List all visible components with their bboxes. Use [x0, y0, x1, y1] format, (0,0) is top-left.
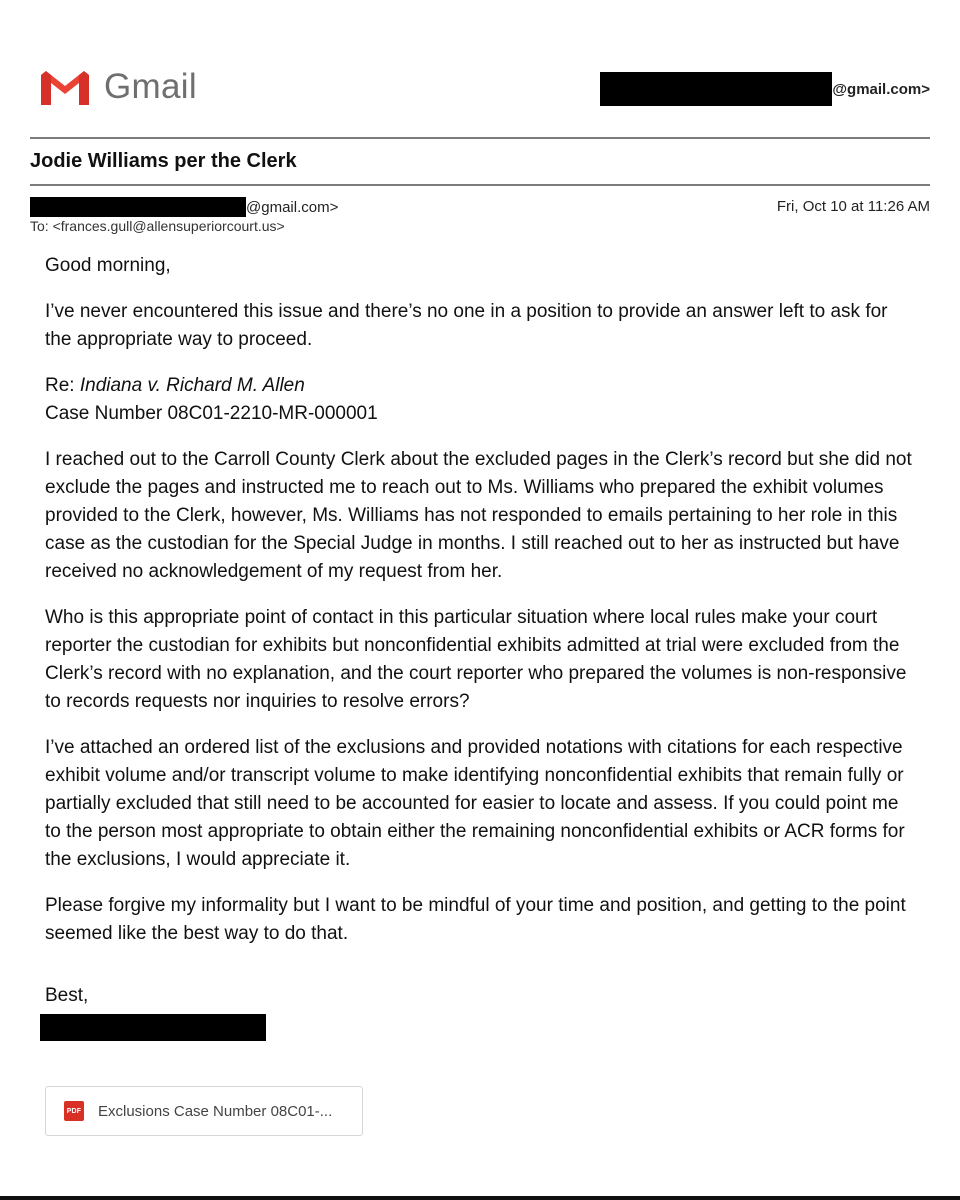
redacted-signature [40, 1014, 266, 1041]
redacted-sender-name [30, 197, 246, 217]
greeting: Good morning, [45, 255, 171, 276]
account-address [600, 72, 930, 106]
gmail-brand [38, 64, 197, 110]
paragraph-attachment: I’ve attached an ordered list of the exclusions and provided notations with citations for each respective exhibit volume and/or transcript volume to make identifying nonconfidential exhibits that remain fully or partially excluded that still need to be accounted for easier to locate and assess. If you could point me to the person most appropriate to obtain either the remaining nonconfidential exhibits or ACR forms for the exclusions, I would appreciate it. [45, 737, 905, 870]
sender-email-suffix: @gmail.com> [246, 198, 339, 216]
gmail-wordmark: Gmail [104, 67, 197, 106]
subject-divider [30, 184, 930, 186]
gmail-logo-icon [38, 67, 92, 107]
paragraph-intro: I’ve never encountered this issue and there’s no one in a position to provide an answer left to ask for the appropriate way to proceed. [45, 301, 888, 350]
pdf-attachment[interactable] [45, 1086, 363, 1136]
pdf-file-icon: PDF [64, 1101, 84, 1121]
header-divider [30, 137, 930, 139]
email-subject: Jodie Williams per the Clerk [30, 150, 297, 172]
signoff: Best, [45, 985, 89, 1006]
account-email-suffix: @gmail.com> [832, 80, 930, 98]
paragraph-clerk: I reached out to the Carroll County Clerk about the excluded pages in the Clerk’s record but she did not exclude the pages and instructed me to reach out to Ms. Williams who prepared the exhibit volumes provided to the Clerk, however, Ms. Williams has not responded to emails pertaining to her role in this case as the custodian for the Special Judge in months. I still reached out to her as instructed but have received no acknowledgement of my request from her. [45, 449, 912, 582]
redacted-account-name [600, 72, 832, 106]
sender-line [30, 197, 338, 217]
regarding-line [45, 372, 915, 400]
bottom-edge-line [0, 1196, 960, 1200]
paragraph-closing: Please forgive my informality but I want to be mindful of your time and position, and getting to the point seemed like the best way to do that. [45, 895, 906, 944]
case-number: Case Number 08C01-2210-MR-000001 [45, 403, 378, 424]
email-body [45, 252, 915, 1050]
recipient-line: To: <frances.gull@allensuperiorcourt.us> [30, 218, 285, 234]
regarding-label: Re: [45, 375, 80, 396]
paragraph-question: Who is this appropriate point of contact in this particular situation where local rules make your court reporter the custodian for exhibits but nonconfidential exhibits admitted at trial were excluded from the Clerk’s record with no explanation, and the court reporter who prepared the volumes is non-responsive to records requests nor inquiries to resolve errors? [45, 607, 907, 712]
case-title: Indiana v. Richard M. Allen [79, 375, 305, 396]
sent-date: Fri, Oct 10 at 11:26 AM [776, 198, 930, 215]
attachment-filename: Exclusions Case Number 08C01-... [98, 1102, 333, 1120]
